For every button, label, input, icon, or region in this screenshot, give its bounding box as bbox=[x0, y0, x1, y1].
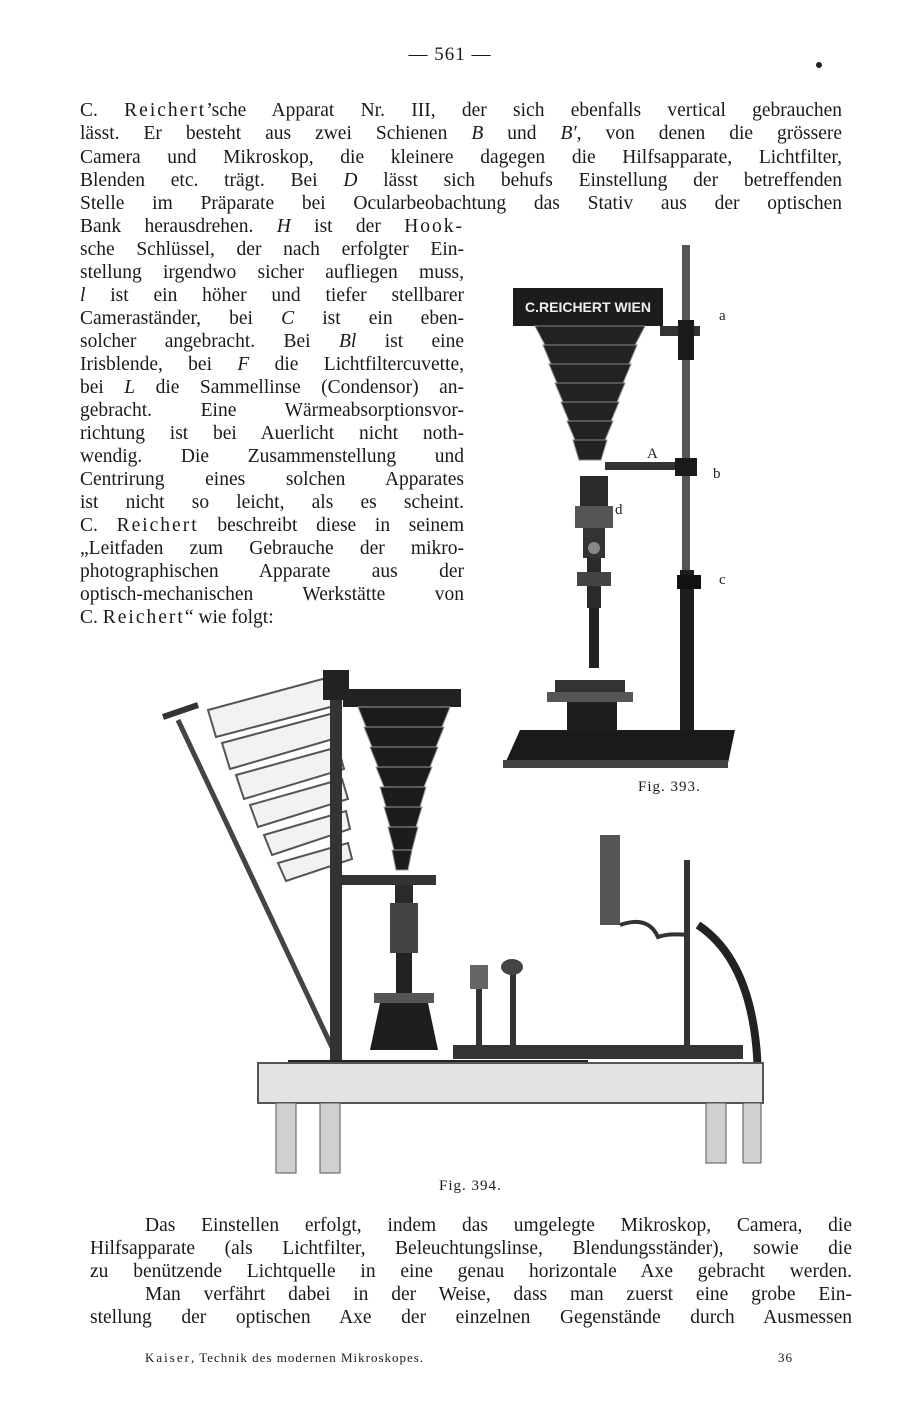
text-line: C. Reichert’sche Apparat Nr. III, der sich ebenfalls vertical gebrauchen bbox=[80, 100, 843, 121]
text-line: optisch-mechanischen Werkstätte von bbox=[80, 584, 464, 605]
text-line: stellung irgendwo sicher aufliegen muss, bbox=[80, 262, 464, 283]
label-a: a bbox=[719, 308, 726, 324]
text-line: zu benützende Lichtquelle in eine genau horizontale Axe gebracht werden. bbox=[90, 1261, 852, 1282]
footer-signature: Kaiser, Technik des modernen Mikroskopes. bbox=[145, 1350, 425, 1365]
page-number: — 561 — bbox=[408, 44, 492, 65]
text-line: Cameraständer, bei C ist ein eben- bbox=[80, 308, 464, 329]
label-A: A bbox=[647, 446, 658, 462]
text-line: wendig. Die Zusammenstellung und bbox=[80, 446, 464, 467]
text-line: Irisblende, bei F die Lichtfiltercuvette, bbox=[80, 354, 465, 375]
text-line: photographischen Apparate aus der bbox=[80, 561, 464, 582]
footer-sheet-number: 36 bbox=[778, 1350, 793, 1365]
text-line: stellung der optischen Axe der einzelnen Gegenstände durch Ausmessen bbox=[90, 1307, 852, 1328]
ink-spot bbox=[816, 62, 822, 68]
label-d: d bbox=[615, 502, 623, 518]
text-line: l ist ein höher und tiefer stellbarer bbox=[80, 285, 464, 306]
camera-brand-label: C.REICHERT WIEN bbox=[525, 299, 651, 315]
text-line: Stelle im Präparate bei Ocularbeobachtung das Stativ aus der optischen bbox=[80, 193, 842, 214]
label-b: b bbox=[713, 466, 721, 482]
figure-393-caption: Fig. 393. bbox=[638, 779, 701, 795]
text-line: Camera und Mikroskop, die kleinere dagegen die Hilfsapparate, Lichtfilter, bbox=[80, 147, 842, 168]
text-line: Blenden etc. trägt. Bei D lässt sich behufs Einstellung der betreffenden bbox=[80, 170, 842, 191]
label-c: c bbox=[719, 572, 726, 588]
figure-394-caption: Fig. 394. bbox=[439, 1178, 502, 1194]
text-line: Das Einstellen erfolgt, indem das umgelegte Mikroskop, Camera, die bbox=[145, 1215, 852, 1236]
text-line: gebracht. Eine Wärmeabsorptionsvor- bbox=[80, 400, 464, 421]
figure-394-illustration bbox=[158, 665, 770, 1175]
text-line: solcher angebracht. Bei Bl ist eine bbox=[80, 331, 464, 352]
text-line: ist nicht so leicht, als es scheint. bbox=[80, 492, 464, 513]
text-line: Man verfährt dabei in der Weise, dass man zuerst eine grobe Ein- bbox=[145, 1284, 852, 1305]
text-line: C. Reichert beschreibt diese in seinem bbox=[80, 515, 464, 536]
text-line: Bank herausdrehen. H ist der Hook- bbox=[80, 216, 465, 237]
text-line: „Leitfaden zum Gebrauche der mikro- bbox=[80, 538, 464, 559]
text-line: Centrirung eines solchen Apparates bbox=[80, 469, 464, 490]
text-line: Hilfsapparate (als Lichtfilter, Beleuchtungslinse, Blendungsständer), sowie die bbox=[90, 1238, 852, 1259]
text-line: richtung ist bei Auerlicht nicht noth- bbox=[80, 423, 464, 444]
text-line: C. Reichert“ wie folgt: bbox=[80, 607, 274, 628]
text-line: lässt. Er besteht aus zwei Schienen B und B′, von denen die grössere bbox=[80, 123, 843, 144]
text-line: sche Schlüssel, der nach erfolgter Ein- bbox=[80, 239, 464, 260]
text-line: bei L die Sammellinse (Condensor) an- bbox=[80, 377, 464, 398]
